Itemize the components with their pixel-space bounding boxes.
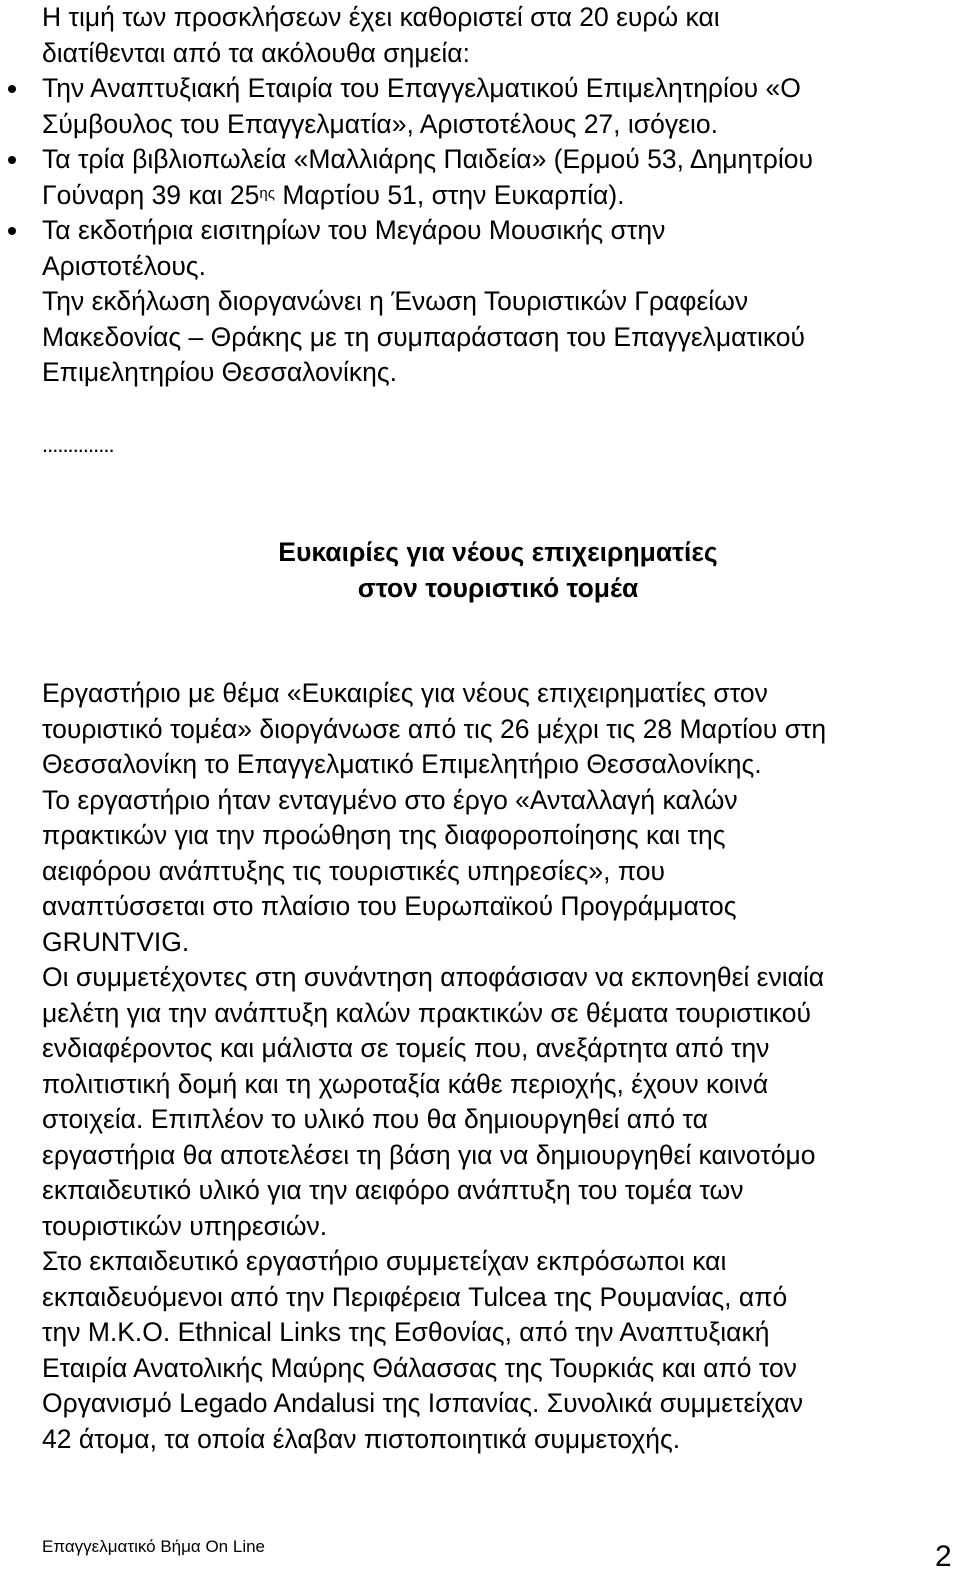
list-item-line: Την Αναπτυξιακή Εταιρία του Επαγγελματικού Επιμελητηρίου «Ο	[42, 73, 801, 103]
article-line: GRUNTVIG.	[42, 926, 190, 957]
article-line: Εργαστήριο με θέμα «Ευκαιρίες για νέους επιχειρηματίες στον	[42, 678, 768, 708]
article-line: Οι συμμετέχοντες στη συνάντηση αποφάσισαν να εκπονηθεί ενιαία	[42, 962, 825, 992]
organizer-line: Την εκδήλωση διοργανώνει η Ένωση Τουριστικών Γραφείων	[42, 286, 749, 316]
points-of-sale-list	[42, 71, 932, 284]
article-line: αειφόρου ανάπτυξης τις τουριστικές υπηρεσίες», που	[42, 855, 665, 886]
article-line: την Μ.Κ.Ο. Ethnical Links της Εσθονίας, από την Αναπτυξιακή	[42, 1317, 770, 1347]
list-item	[42, 142, 932, 213]
article-line: πολιτιστική δομή και τη χωροταξία κάθε περιοχής, έχουν κοινά	[42, 1068, 769, 1099]
list-item-text: Γούναρη 39 και 25	[42, 179, 260, 210]
article-line: αναπτύσσεται στο πλαίσιο του Ευρωπαϊκού Προγράμματος	[42, 891, 737, 921]
page-number: 2	[935, 1540, 952, 1573]
article-title: Ευκαιρίες για νέους επιχειρηματίες	[278, 537, 718, 567]
article-line: Θεσσαλονίκη το Επαγγελματικό Επιμελητήριο Θεσσαλονίκης.	[42, 749, 762, 779]
footer-publication: Επαγγελματικό Βήμα On Line	[42, 1537, 266, 1556]
intro-paragraph	[42, 0, 932, 71]
bullet-icon	[8, 227, 16, 235]
article-line: 42 άτομα, τα οποία έλαβαν πιστοποιητικά συμμετοχής.	[42, 1423, 681, 1454]
list-item-line: Τα τρία βιβλιοπωλεία «Μαλλιάρης Παιδεία» (Ερμού 53, Δημητρίου	[42, 144, 813, 174]
bullet-icon	[8, 85, 16, 93]
article-paragraph	[42, 960, 942, 1244]
article-paragraph	[42, 676, 942, 783]
article-line: Στο εκπαιδευτικό εργαστήριο συμμετείχαν εκπρόσωποι και	[42, 1246, 727, 1276]
list-item-line: Αριστοτέλους.	[42, 250, 206, 281]
separator-dots: ..............	[42, 432, 114, 457]
document-page	[42, 0, 932, 391]
article-line: στοιχεία. Επιπλέον το υλικό που θα δημιουργηθεί από τα	[42, 1104, 708, 1134]
article-line: τουριστικό τομέα» διοργάνωσε από τις 26 μέχρι τις 28 Μαρτίου στη	[42, 713, 827, 744]
article-line: εκπαιδευτικό υλικό για την αειφόρο ανάπτυξη του τομέα των	[42, 1175, 744, 1205]
article-line: Εταιρία Ανατολικής Μαύρης Θάλασσας της Τουρκιάς και από τον	[42, 1352, 797, 1383]
article-line: εκπαιδευόμενοι από την Περιφέρεια Tulcea της Ρουμανίας, από	[42, 1281, 788, 1312]
article-body	[42, 676, 942, 1457]
list-item	[42, 213, 932, 284]
organizer-line: Επιμελητηρίου Θεσσαλονίκης.	[42, 357, 397, 387]
article-line: Το εργαστήριο ήταν ενταγμένο στο έργο «Ανταλλαγή καλών	[42, 784, 738, 815]
list-item-line: Σύμβουλος του Επαγγελματία», Αριστοτέλους 27, ισόγειο.	[42, 108, 718, 139]
intro-line: Η τιμή των προσκλήσεων έχει καθοριστεί στα 20 ευρώ και	[42, 2, 720, 32]
bullet-icon	[8, 156, 16, 164]
list-item-line	[42, 178, 932, 214]
article-paragraph	[42, 1244, 942, 1457]
ordinal-superscript: ης	[259, 184, 275, 202]
article-subtitle: στον τουριστικό τομέα	[357, 573, 639, 603]
article-paragraph	[42, 783, 942, 961]
intro-line: διατίθενται από τα ακόλουθα σημεία:	[42, 37, 470, 68]
list-item	[42, 71, 932, 142]
article-line: Οργανισμό Legado Andalusi της Ισπανίας. Συνολικά συμμετείχαν	[42, 1388, 803, 1418]
article-line: μελέτη για την ανάπτυξη καλών πρακτικών σε θέματα τουριστικού	[42, 997, 811, 1028]
organizer-line: Μακεδονίας – Θράκης με τη συμπαράσταση του Επαγγελματικού	[42, 321, 806, 352]
article-line: πρακτικών για την προώθηση της διαφοροποίησης και της	[42, 820, 726, 850]
article-line: εργαστήρια θα αποτελέσει τη βάση για να δημιουργηθεί καινοτόμο	[42, 1139, 816, 1170]
organizer-paragraph	[42, 284, 932, 391]
list-item-text: Μαρτίου 51, στην Ευκαρπία).	[274, 179, 625, 210]
article-line: τουριστικών υπηρεσιών.	[42, 1210, 328, 1241]
article-line: ενδιαφέροντος και μάλιστα σε τομείς που, ανεξάρτητα από την	[42, 1033, 770, 1063]
list-item-line: Τα εκδοτήρια εισιτηρίων του Μεγάρου Μουσικής στην	[42, 215, 666, 245]
